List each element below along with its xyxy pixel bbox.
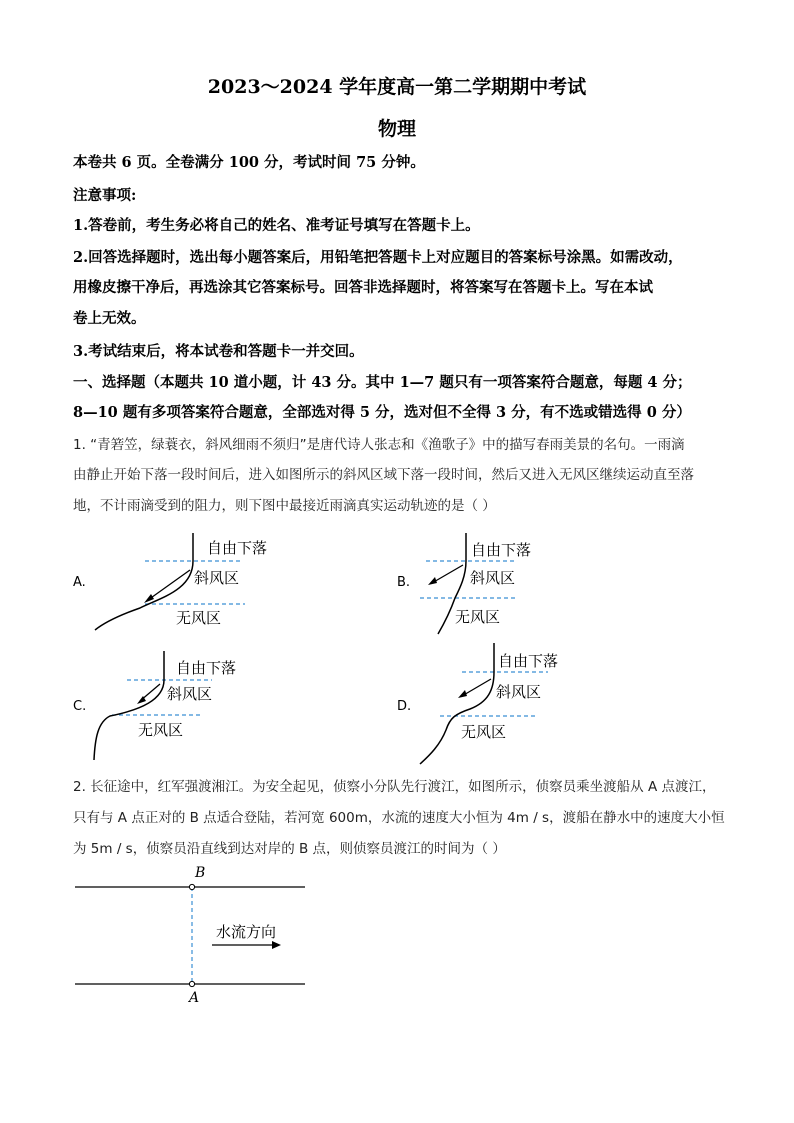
point-a-marker [189, 981, 194, 986]
option-c-free-fall-label: 自由下落 [176, 659, 237, 677]
subject-title: 物理 [377, 118, 416, 140]
option-b-no-wind-label: 无风区 [455, 608, 501, 626]
option-a-wind-arrow [148, 570, 190, 600]
section-1-line-1: 一、选择题（本题共 10 道小题，计 43 分。其中 1—7 题只有一项答案符合题意，每题 4 分； [73, 374, 692, 391]
question-2-line-2: 只有与 A 点正对的 B 点适合登陆，若河宽 600m，水流的速度大小恒为 4m / s，渡船在静水中的速度大小恒 [73, 810, 725, 826]
option-b-trajectory-diagram [397, 533, 531, 634]
note-2-line-2: 用橡皮擦干净后，再选涂其它答案标号。回答非选择题时，将答案写在答题卡上。写在本试 [73, 279, 653, 296]
section-1-line-2: 8—10 题有多项答案符合题意，全部选对得 5 分，选对但不全得 3 分，有不选或错选得 0 分） [73, 404, 691, 421]
option-c-letter[interactable]: C. [73, 699, 87, 714]
note-1: 1.答卷前，考生务必将自己的姓名、准考证号填写在答题卡上。 [73, 217, 480, 234]
option-a-letter[interactable]: A. [73, 575, 86, 590]
flow-arrow-head [272, 941, 281, 949]
option-b-letter[interactable]: B. [397, 575, 411, 590]
exam-title: 2023～2024 学年度高一第二学期期中考试 [207, 76, 587, 98]
option-d-trajectory [420, 643, 494, 764]
option-b-arrow-head [428, 577, 437, 585]
option-d-letter[interactable]: D. [397, 699, 412, 714]
option-c-oblique-label: 斜风区 [167, 685, 213, 703]
question-2-river-diagram [75, 865, 305, 1006]
option-b-free-fall-label: 自由下落 [471, 541, 532, 559]
option-a-no-wind-label: 无风区 [176, 609, 222, 627]
point-b-label: B [195, 865, 206, 881]
question-1-line-3: 地，不计雨滴受到的阻力，则下图中最接近雨滴真实运动轨迹的是（ ） [73, 498, 496, 514]
point-b-marker [189, 884, 194, 889]
note-2-line-3: 卷上无效。 [73, 310, 146, 327]
point-a-label: A [189, 990, 200, 1006]
option-d-oblique-label: 斜风区 [496, 683, 542, 701]
option-a-trajectory-diagram [73, 533, 267, 630]
option-c-trajectory [94, 651, 164, 760]
question-1-line-1: 1. “青箬笠，绿蓑衣，斜风细雨不须归”是唐代诗人张志和《渔歌子》中的描写春雨美景的名句。一雨滴 [73, 437, 685, 453]
flow-direction-label: 水流方向 [216, 923, 277, 941]
option-b-wind-arrow [432, 565, 463, 583]
option-a-free-fall-label: 自由下落 [207, 539, 268, 557]
option-d-arrow-head [458, 690, 467, 698]
option-d-free-fall-label: 自由下落 [498, 652, 559, 670]
option-a-oblique-label: 斜风区 [194, 569, 240, 587]
question-1-line-2: 由静止开始下落一段时间后，进入如图所示的斜风区域下落一段时间，然后又进入无风区继续运动直至落 [73, 467, 694, 483]
exam-info: 本卷共 6 页。全卷满分 100 分，考试时间 75 分钟。 [73, 154, 425, 171]
option-d-wind-arrow [462, 679, 491, 696]
option-c-no-wind-label: 无风区 [138, 721, 184, 739]
notes-heading: 注意事项: [73, 187, 137, 204]
question-2-line-1: 2. 长征途中，红军强渡湘江。为安全起见，侦察小分队先行渡江，如图所示，侦察员乘坐渡船从 A 点渡江， [73, 779, 716, 795]
question-2-line-3: 为 5m / s，侦察员沿直线到达对岸的 B 点，则侦察员渡江的时间为（ ） [73, 841, 506, 857]
option-d-trajectory-diagram [397, 643, 558, 764]
note-2-line-1: 2.回答选择题时，选出每小题答案后，用铅笔把答题卡上对应题目的答案标号涂黑。如需改动， [73, 249, 683, 266]
note-3: 3.考试结束后，将本试卷和答题卡一并交回。 [73, 343, 364, 360]
option-b-oblique-label: 斜风区 [470, 569, 516, 587]
option-d-no-wind-label: 无风区 [461, 723, 507, 741]
option-c-trajectory-diagram [73, 651, 236, 760]
